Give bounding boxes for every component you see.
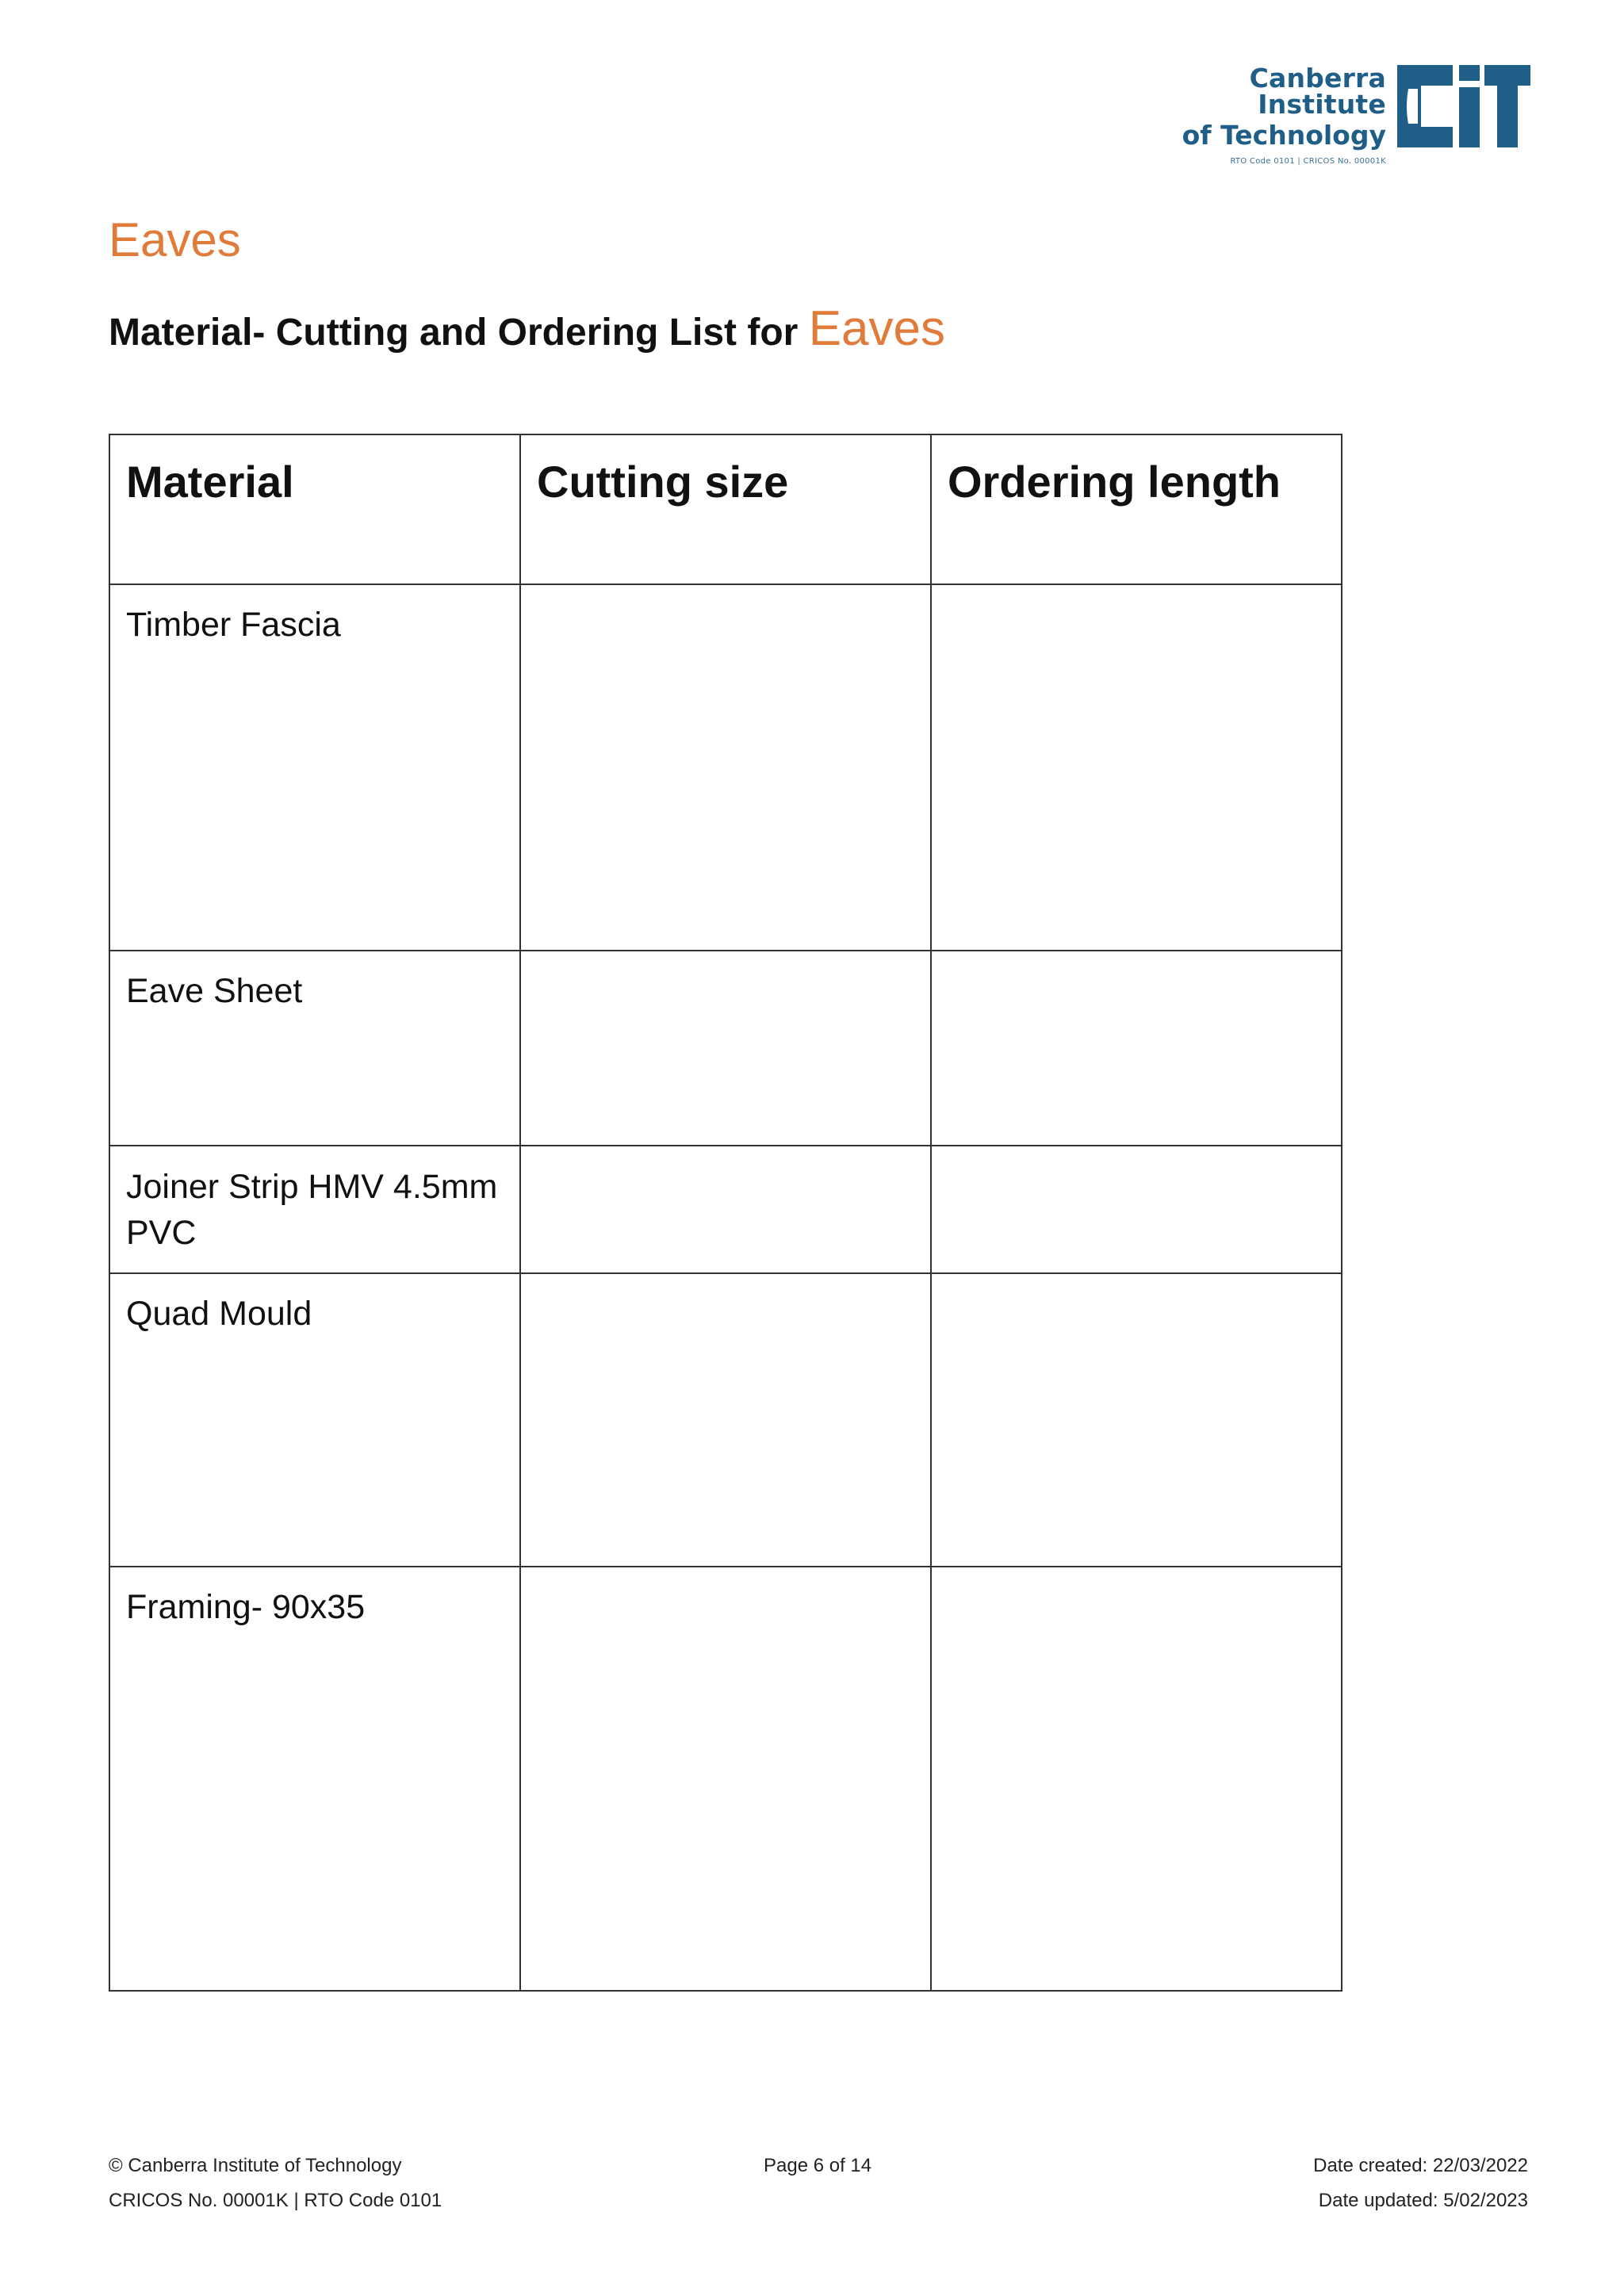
- cell-cutting-size[interactable]: [520, 951, 931, 1146]
- header-cutting-size: Cutting size: [520, 434, 931, 584]
- footer-copyright: © Canberra Institute of Technology: [109, 2155, 402, 2176]
- section-title-accent: Eaves: [808, 301, 946, 356]
- table-header-row: [109, 434, 1342, 584]
- table-row: [109, 584, 1342, 951]
- cell-material: Quad Mould: [109, 1273, 520, 1567]
- footer-cricos: CRICOS No. 00001K | RTO Code 0101: [109, 2190, 442, 2211]
- footer-date-updated: Date updated: 5/02/2023: [1318, 2190, 1528, 2211]
- cell-material: Eave Sheet: [109, 951, 520, 1146]
- footer-center: [764, 2149, 871, 2183]
- footer-page-number: Page 6 of 14: [764, 2155, 872, 2176]
- cell-ordering-length[interactable]: [931, 1273, 1342, 1567]
- page-footer: [109, 2149, 1528, 2220]
- cell-material: Timber Fascia: [109, 584, 520, 951]
- table-row: [109, 1567, 1342, 1991]
- section-title: [109, 300, 945, 358]
- footer-right: [1313, 2149, 1528, 2218]
- header-material: Material: [109, 434, 520, 584]
- cell-ordering-length[interactable]: [931, 1567, 1342, 1991]
- table-row: [109, 951, 1342, 1146]
- header-ordering-length: Ordering length: [931, 434, 1342, 584]
- logo-text: [1142, 62, 1386, 166]
- cell-cutting-size[interactable]: [520, 1567, 931, 1991]
- table-row: [109, 1146, 1342, 1273]
- cell-ordering-length[interactable]: [931, 1146, 1342, 1273]
- section-title-prefix: Material- Cutting and Ordering List for: [109, 312, 809, 354]
- cell-ordering-length[interactable]: [931, 951, 1342, 1146]
- footer-left: [109, 2149, 442, 2218]
- cell-cutting-size[interactable]: [520, 584, 931, 951]
- cell-ordering-length[interactable]: [931, 584, 1342, 951]
- cit-logo: [1142, 62, 1530, 166]
- page-title: Eaves: [109, 213, 241, 266]
- logo-line-3: RTO Code 0101 | CRICOS No. 00001K: [1230, 157, 1386, 166]
- materials-table: [109, 434, 1342, 1992]
- cell-material: Joiner Strip HMV 4.5mm PVC: [109, 1146, 520, 1273]
- table-row: [109, 1273, 1342, 1567]
- cell-cutting-size[interactable]: [520, 1146, 931, 1273]
- cell-cutting-size[interactable]: [520, 1273, 931, 1567]
- cell-material: Framing- 90x35: [109, 1567, 520, 1991]
- cit-logo-mark-icon: [1397, 65, 1530, 147]
- logo-line-2: of Technology: [1182, 120, 1386, 151]
- logo-line-1: Canberra Institute: [1249, 63, 1386, 120]
- footer-date-created: Date created: 22/03/2022: [1313, 2155, 1528, 2176]
